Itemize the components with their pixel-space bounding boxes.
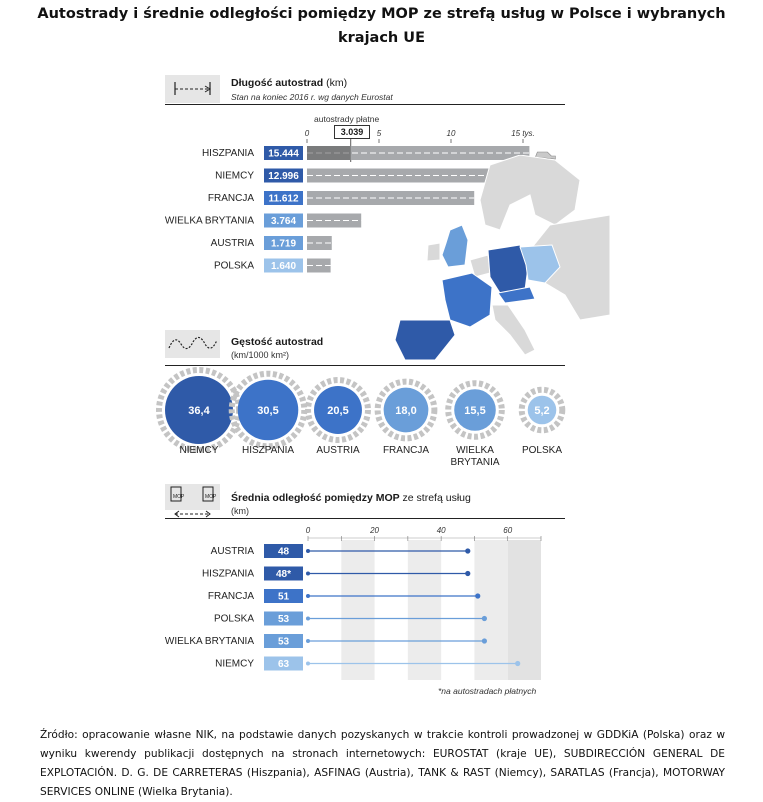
length-value-label: 1.719: [270, 238, 297, 250]
density-value-label: 18,0: [395, 405, 417, 417]
length-value-label: 12.996: [268, 171, 299, 182]
distance-tick-label: 20: [370, 526, 380, 535]
distance-point: [465, 571, 470, 576]
density-category-label: FRANCJA: [382, 445, 430, 456]
length-tick-label: 0: [304, 129, 310, 138]
length-unit: (km): [323, 77, 348, 89]
distance-origin-dot: [306, 617, 310, 621]
length-tick-label: 15 tys.: [511, 129, 535, 138]
distance-value-label: 48: [277, 546, 290, 558]
density-value-label: 15,5: [464, 405, 486, 417]
density-value-label: 5,2: [534, 405, 550, 417]
distance-tick-label: 60: [503, 526, 513, 535]
distance-point: [515, 661, 520, 666]
distance-origin-dot: [306, 662, 310, 666]
source-note: Źródło: opracowanie własne NIK, na podstawie danych pozyskanych w trakcie kontroli prowadzonej w GDDKiA (Polska) oraz w wyniku kwerendy publikacji dostępnych na stronach internetowych: EUROSTAT (kraje UE), SUBDIRECCIÓN GENERAL DE EXPLOTACIÓN. D. G. DE CARRETERAS (Hiszpania), ASFINAG (Austria), TANK & RAST (Niemcy), SARATLAS (Francja), MOTORWAY SERVICES ONLINE (Wielka Brytania).: [40, 729, 725, 798]
distance-point: [475, 593, 480, 598]
footnote: *na autostradach płatnych: [438, 686, 537, 696]
distance-value-label: 53: [277, 614, 290, 625]
distance-origin-dot: [306, 594, 310, 598]
toll-label: autostrady płatne: [314, 114, 380, 124]
length-title: Długość autostrad: [231, 77, 324, 89]
density-value-label: 30,5: [257, 405, 279, 417]
distance-category-label: NIEMCY: [215, 658, 254, 670]
distance-unit: (km): [231, 506, 249, 516]
distance-title: Średnia odległość pomiędzy MOP: [231, 492, 400, 504]
distance-category-label: WIELKA BRYTANIA: [164, 636, 254, 647]
distance-value-label: 63: [277, 659, 290, 670]
length-category-label: HISZPANIA: [201, 148, 254, 159]
distance-tick-label: 40: [436, 526, 446, 535]
length-subtitle: Stan na koniec 2016 r. wg danych Eurostat: [231, 92, 393, 102]
distance-category-label: FRANCJA: [207, 591, 254, 602]
density-category-label: AUSTRIA: [316, 445, 360, 456]
svg-text:MOP: MOP: [173, 494, 185, 500]
distance-value-label: 51: [277, 591, 290, 603]
grid-band: [508, 540, 541, 680]
grid-band: [474, 540, 507, 680]
density-unit: (km/1000 km²): [231, 350, 290, 360]
length-value-label: 15.444: [268, 148, 299, 160]
grid-band: [341, 540, 374, 680]
distance-category-label: POLSKA: [213, 613, 254, 625]
density-value-label: 36,4: [188, 405, 210, 417]
distance-point: [482, 638, 487, 643]
toll-value: 3.039: [334, 125, 370, 139]
distance-value-label: 53: [277, 636, 290, 648]
grid-band: [408, 540, 441, 680]
distance-category-label: AUSTRIA: [210, 546, 254, 557]
density-category-label: HISZPANIA: [241, 445, 295, 456]
svg-text:MOP: MOP: [205, 494, 217, 500]
density-category-label: BRYTANIA: [450, 457, 500, 468]
length-value-label: 11.612: [268, 193, 299, 205]
distance-value-label: 48*: [275, 569, 292, 580]
density-category-label: NIEMCY: [179, 445, 219, 456]
length-value-label: 3.764: [270, 216, 297, 227]
density-title: Gęstość autostrad: [231, 336, 324, 348]
distance-point: [465, 548, 470, 553]
density-category-label: POLSKA: [521, 445, 563, 456]
length-category-label: POLSKA: [213, 260, 254, 272]
length-category-label: FRANCJA: [207, 193, 254, 204]
page-title-line2: krajach UE: [338, 30, 425, 46]
length-category-label: AUSTRIA: [210, 238, 254, 249]
distance-title-suffix: ze strefą usług: [399, 492, 471, 504]
density-value-label: 20,5: [327, 405, 349, 417]
distance-origin-dot: [306, 549, 310, 553]
page-title: Autostrady i średnie odległości pomiędzy MOP ze strefą usług w Polsce i wybranych: [37, 6, 726, 22]
length-tick-label: 10: [446, 129, 456, 138]
distance-point: [482, 616, 487, 621]
distance-origin-dot: [306, 572, 310, 576]
length-tick-label: 5: [376, 129, 382, 138]
distance-origin-dot: [306, 639, 310, 643]
length-value-label: 1.640: [270, 261, 297, 272]
distance-tick-label: 0: [305, 526, 311, 535]
length-category-label: WIELKA BRYTANIA: [164, 215, 254, 227]
length-category-label: NIEMCY: [215, 170, 254, 182]
distance-category-label: HISZPANIA: [201, 568, 254, 580]
density-category-label: WIELKA: [456, 445, 494, 456]
